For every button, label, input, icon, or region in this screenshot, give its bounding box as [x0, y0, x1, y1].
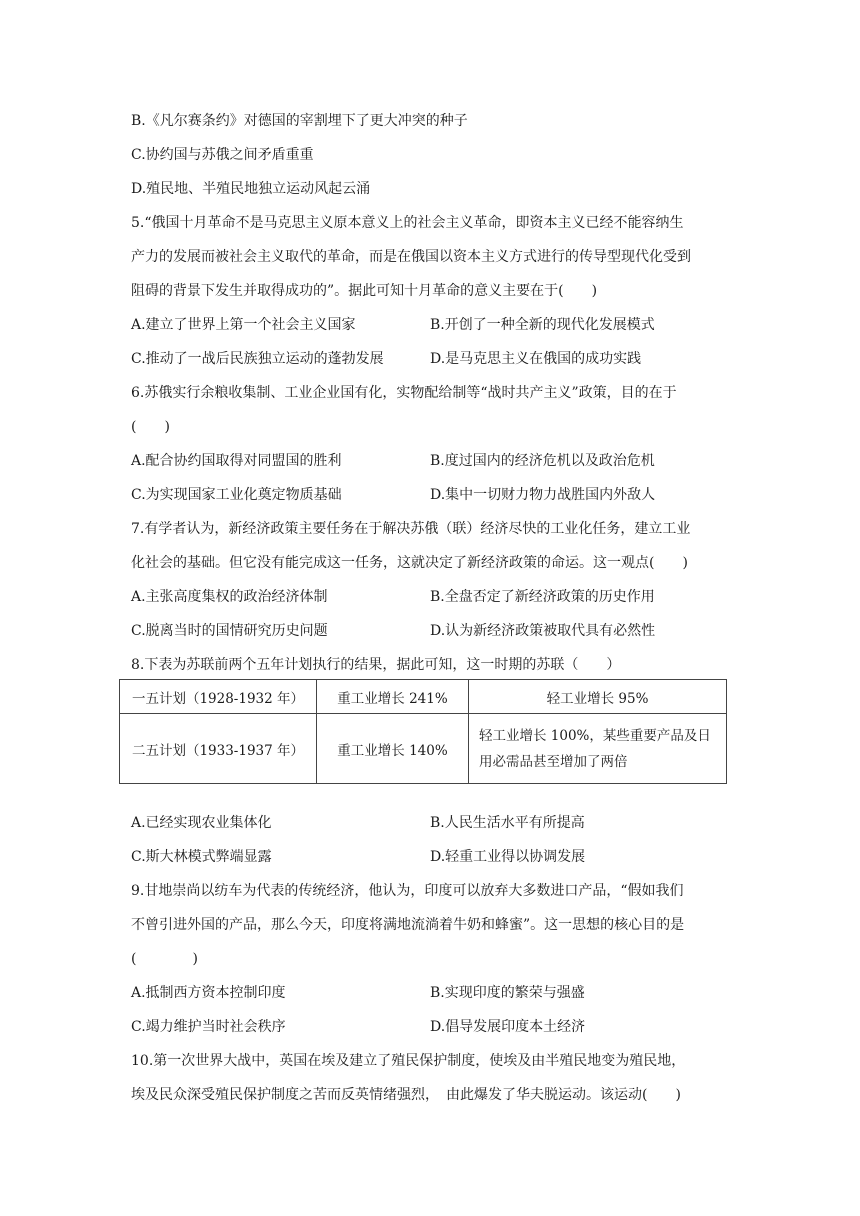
table-row — [120, 680, 727, 714]
q8-option-c: C.斯大林模式弊端显露 — [131, 849, 272, 865]
q7-option-b: B.全盘否定了新经济政策的历史作用 — [430, 589, 655, 605]
q7-option-d: D.认为新经济政策被取代具有必然性 — [430, 623, 656, 639]
q9-option-c: C.竭力维护当时社会秩序 — [131, 1019, 286, 1035]
q9-stem-line3: ( ) — [131, 951, 198, 967]
q10-stem-line1: 10.第一次世界大战中，英国在埃及建立了殖民保护制度，使埃及由半殖民地变为殖民地， — [131, 1053, 686, 1069]
q5-option-a: A.建立了世界上第一个社会主义国家 — [131, 317, 356, 333]
q6-stem-line1: 6.苏俄实行余粮收集制、工业企业国有化，实物配给制等“战时共产主义”政策，目的在于 — [131, 385, 677, 401]
q5-stem-line2: 产力的发展而被社会主义取代的革命，而是在俄国以资本主义方式进行的传导型现代化受到 — [131, 249, 691, 265]
table-cell: 重工业增长 140% — [317, 714, 469, 784]
q6-option-b: B.度过国内的经济危机以及政治危机 — [430, 453, 655, 469]
table-cell: 轻工业增长 100%，某些重要产品及日用必需品甚至增加了两倍 — [469, 714, 727, 784]
q8-option-d: D.轻重工业得以协调发展 — [430, 849, 586, 865]
table-cell: 重工业增长 241% — [317, 680, 469, 714]
q9-option-d: D.倡导发展印度本土经济 — [430, 1019, 586, 1035]
q4-option-d: D.殖民地、半殖民地独立运动风起云涌 — [131, 181, 371, 197]
q9-stem-line2: 不曾引进外国的产品，那么今天，印度将满地流淌着牛奶和蜂蜜”。这一思想的核心目的是 — [131, 917, 685, 933]
q5-stem-line1: 5.“俄国十月革命不是马克思主义原本意义上的社会主义革命，即资本主义已经不能容纳生 — [131, 215, 684, 231]
five-year-plan-table — [119, 679, 727, 784]
table-row — [120, 714, 727, 784]
q8-option-b: B.人民生活水平有所提高 — [430, 815, 585, 831]
table-cell: 二五计划（1933-1937 年） — [120, 714, 317, 784]
q7-stem-line1: 7.有学者认为，新经济政策主要任务在于解决苏俄（联）经济尽快的工业化任务，建立工业 — [131, 521, 691, 537]
q8-option-a: A.已经实现农业集体化 — [131, 815, 272, 831]
q9-stem-line1: 9.甘地崇尚以纺车为代表的传统经济，他认为，印度可以放弃大多数进口产品，“假如我们 — [131, 883, 684, 899]
q10-stem-line2: 埃及民众深受殖民保护制度之苦而反英情绪强烈， 由此爆发了华夫脱运动。该运动( ) — [131, 1087, 681, 1103]
q6-stem-line2: ( ) — [131, 419, 170, 435]
q5-option-c: C.推动了一战后民族独立运动的蓬勃发展 — [131, 351, 384, 367]
table-cell: 一五计划（1928-1932 年） — [120, 680, 317, 714]
q7-option-a: A.主张高度集权的政治经济体制 — [131, 589, 328, 605]
q4-option-c: C.协约国与苏俄之间矛盾重重 — [131, 147, 314, 163]
q9-option-b: B.实现印度的繁荣与强盛 — [430, 985, 585, 1001]
q6-option-d: D.集中一切财力物力战胜国内外敌人 — [430, 487, 656, 503]
q5-option-d: D.是马克思主义在俄国的成功实践 — [430, 351, 642, 367]
table-cell: 轻工业增长 95% — [469, 680, 727, 714]
q5-stem-line3: 阻碍的背景下发生并取得成功的”。据此可知十月革命的意义主要在于( ) — [131, 283, 598, 299]
q7-option-c: C.脱离当时的国情研究历史问题 — [131, 623, 328, 639]
q5-option-b: B.开创了一种全新的现代化发展模式 — [430, 317, 655, 333]
q8-stem: 8.下表为苏联前两个五年计划执行的结果，据此可知，这一时期的苏联（ ） — [131, 657, 621, 673]
q6-option-c: C.为实现国家工业化奠定物质基础 — [131, 487, 342, 503]
q4-option-b: B.《凡尔赛条约》对德国的宰割埋下了更大冲突的种子 — [131, 113, 468, 129]
q9-option-a: A.抵制西方资本控制印度 — [131, 985, 286, 1001]
q7-stem-line2: 化社会的基础。但它没有能完成这一任务，这就决定了新经济政策的命运。这一观点( ) — [131, 555, 688, 571]
q6-option-a: A.配合协约国取得对同盟国的胜利 — [131, 453, 342, 469]
